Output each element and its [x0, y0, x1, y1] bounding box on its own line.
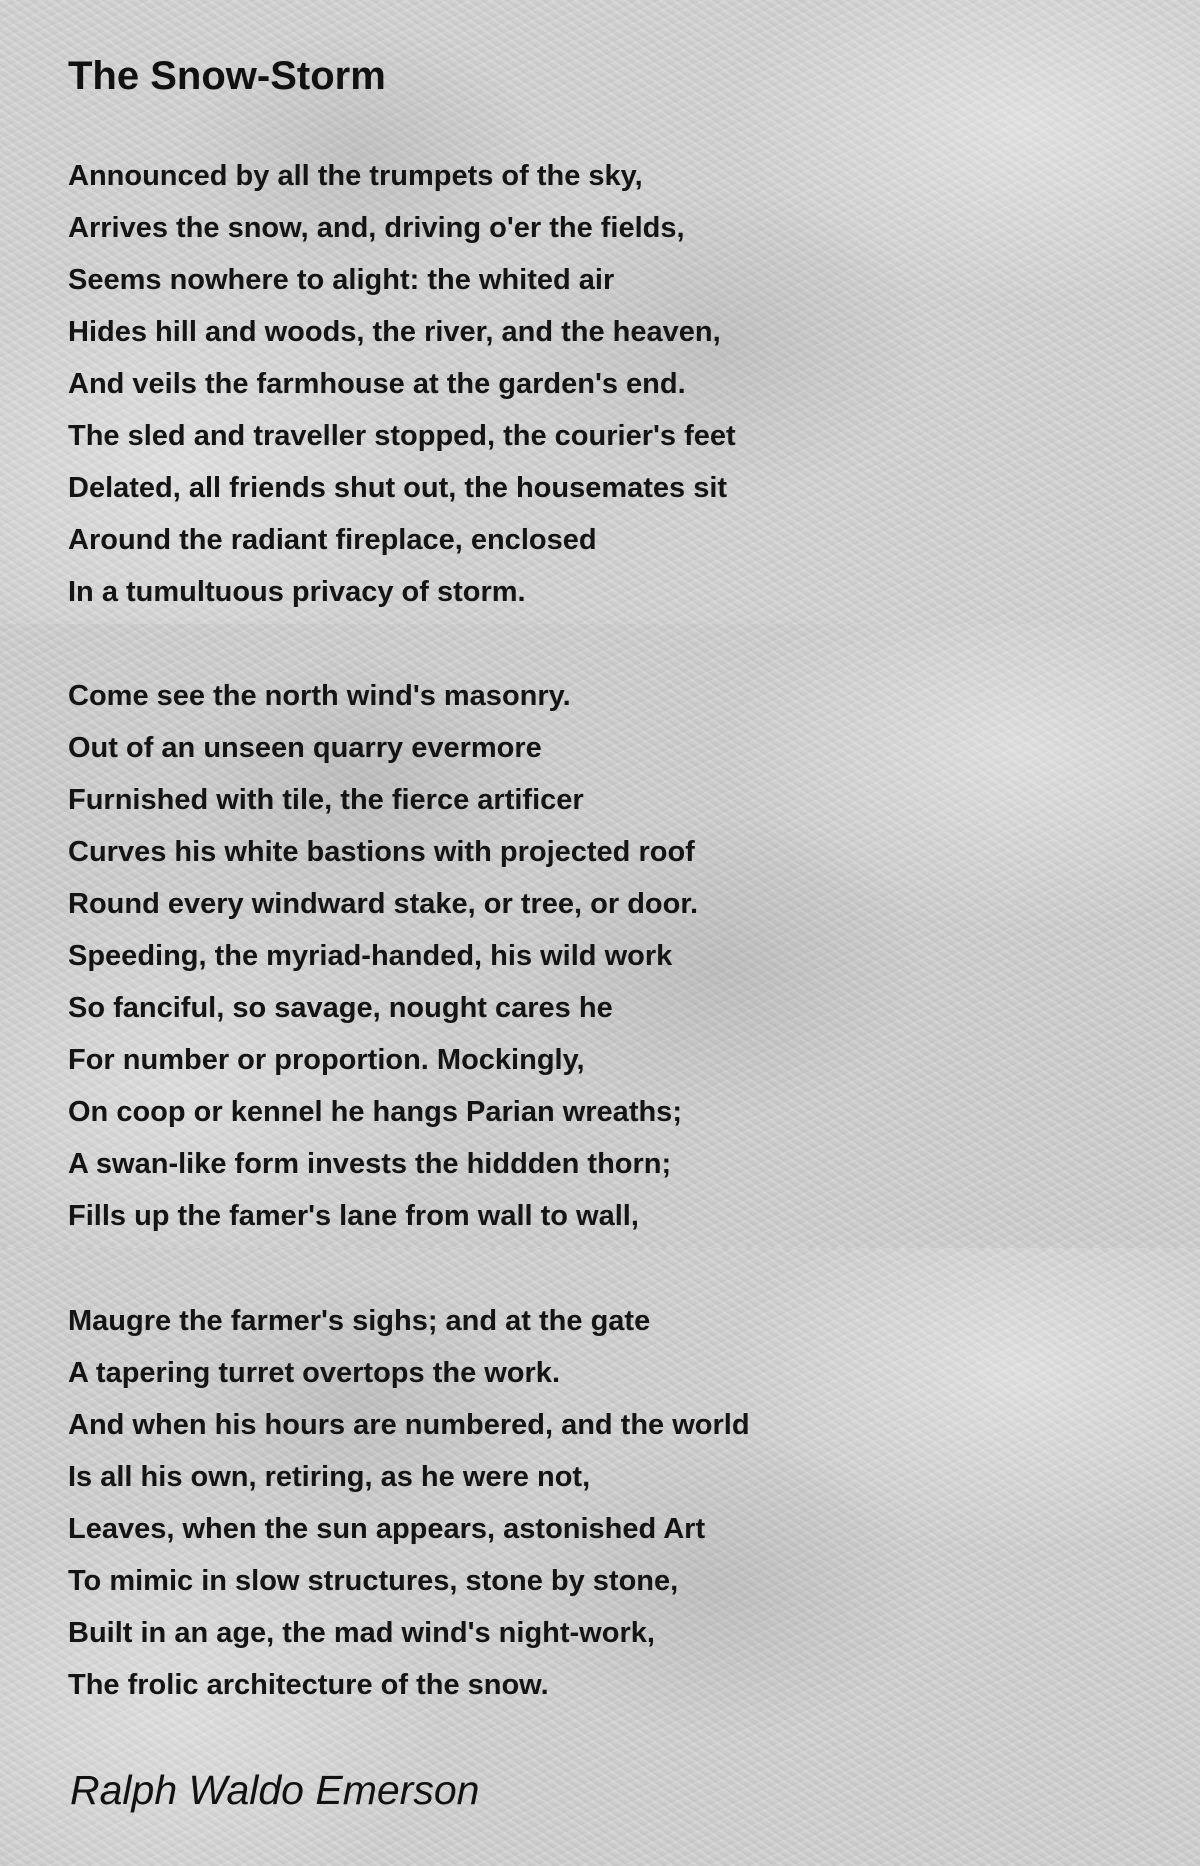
- poem-line: Arrives the snow, and, driving o'er the fields,: [68, 212, 685, 244]
- poem-line: For number or proportion. Mockingly,: [68, 1044, 585, 1076]
- poem-line: A swan-like form invests the hiddden thorn;: [68, 1148, 672, 1180]
- poem-line: Is all his own, retiring, as he were not,: [68, 1461, 591, 1493]
- poem-line: Speeding, the myriad-handed, his wild work: [68, 940, 673, 972]
- stanza-3: [68, 1295, 750, 1711]
- poem-line: Hides hill and woods, the river, and the heaven,: [68, 316, 721, 348]
- poem-line: A tapering turret overtops the work.: [68, 1357, 560, 1389]
- poem-line: Maugre the farmer's sighs; and at the gate: [68, 1305, 651, 1337]
- poem-line: Round every windward stake, or tree, or door.: [68, 888, 699, 920]
- poem-line: Out of an unseen quarry evermore: [68, 732, 542, 764]
- poem-line: Fills up the famer's lane from wall to wall,: [68, 1200, 639, 1232]
- poem-line: Built in an age, the mad wind's night-work,: [68, 1617, 655, 1649]
- poem-line: The frolic architecture of the snow.: [68, 1669, 549, 1701]
- poem-line: In a tumultuous privacy of storm.: [68, 576, 526, 608]
- poem-line: On coop or kennel he hangs Parian wreaths;: [68, 1096, 682, 1128]
- poem-line: Come see the north wind's masonry.: [68, 680, 571, 712]
- poem-line: Leaves, when the sun appears, astonished Art: [68, 1513, 706, 1545]
- poem-line: And when his hours are numbered, and the world: [68, 1409, 750, 1441]
- poem-line: Around the radiant fireplace, enclosed: [68, 524, 597, 556]
- poem-line: Delated, all friends shut out, the housemates sit: [68, 472, 728, 504]
- stanza-2: [68, 670, 698, 1242]
- poem-line: Furnished with tile, the fierce artificer: [68, 784, 584, 816]
- stanza-1: [68, 150, 736, 618]
- poem-line: So fanciful, so savage, nought cares he: [68, 992, 613, 1024]
- poem-author: Ralph Waldo Emerson: [70, 1767, 480, 1813]
- poem-title: The Snow-Storm: [68, 54, 386, 98]
- poem-line: Announced by all the trumpets of the sky,: [68, 160, 643, 192]
- poem-line: And veils the farmhouse at the garden's end.: [68, 368, 686, 400]
- poem-line: Curves his white bastions with projected roof: [68, 836, 695, 868]
- poem-line: To mimic in slow structures, stone by stone,: [68, 1565, 679, 1597]
- poem-line: The sled and traveller stopped, the courier's feet: [68, 420, 736, 452]
- poem-line: Seems nowhere to alight: the whited air: [68, 264, 615, 296]
